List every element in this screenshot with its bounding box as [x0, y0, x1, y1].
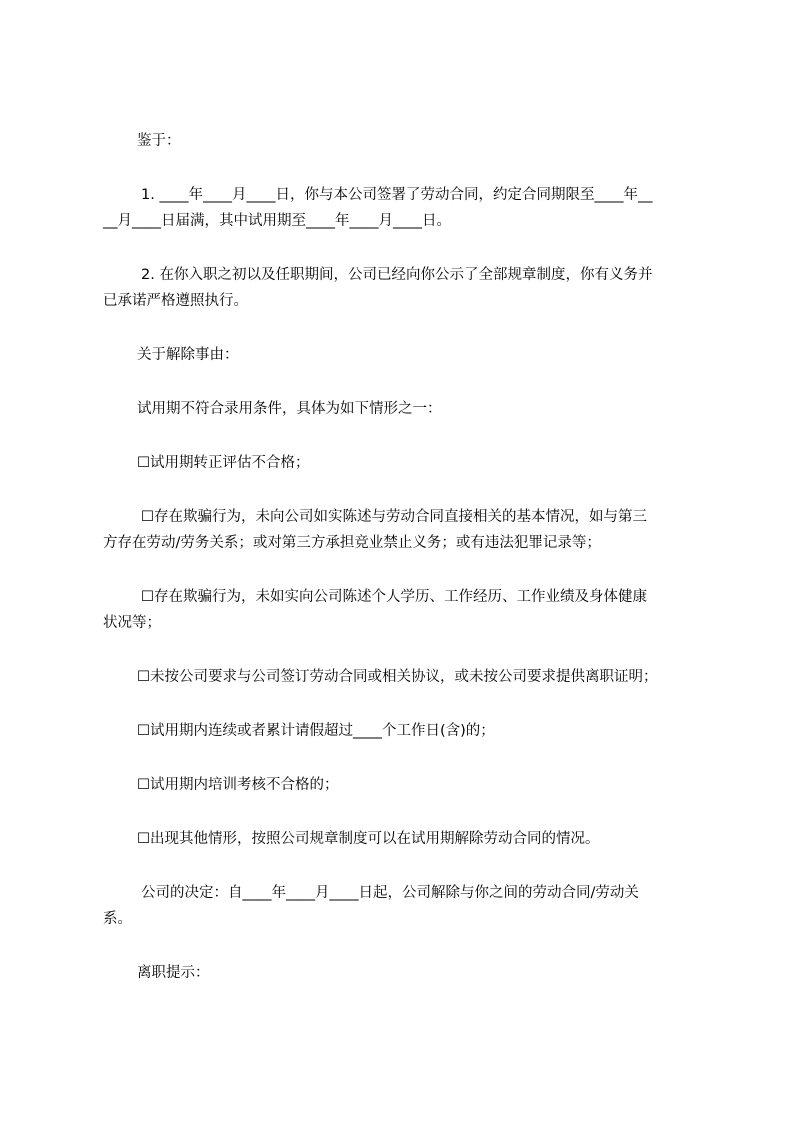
clause-2-line-1: 2. 在你入职之初以及任职期间，公司已经向你公示了全部规章制度，你有义务并: [141, 267, 653, 283]
reasons-heading: 关于解除事由：: [137, 347, 239, 363]
list-item: ☐存在欺骗行为，未向公司如实陈述与劳动合同直接相关的基本情况，如与第三: [141, 509, 647, 525]
clause-1-line-1: 1. ____年____月____日，你与本公司签署了劳动合同，约定合同期限至____年__: [141, 187, 653, 203]
probation-intro: 试用期不符合录用条件，具体为如下情形之一：: [137, 401, 442, 417]
clause-2-line-2: 已承诺严格遵照执行。: [103, 293, 248, 309]
list-item: ☐试用期转正评估不合格；: [137, 455, 310, 471]
list-item-continuation: 方存在劳动/劳务关系；或对第三方承担竞业禁止义务；或有违法犯罪记录等；: [103, 535, 601, 551]
clause-1-line-2: __月____日届满，其中试用期至____年____月____日。: [103, 213, 451, 229]
decision-line-1: 公司的决定：自____年____月____日起，公司解除与你之间的劳动合同/劳动关: [141, 885, 639, 901]
resignation-heading: 离职提示：: [137, 965, 210, 981]
whereas-heading: 鉴于：: [137, 133, 181, 149]
decision-line-2: 系。: [103, 911, 132, 927]
list-item: ☐未按公司要求与公司签订劳动合同或相关协议，或未按公司要求提供离职证明；: [137, 669, 658, 685]
list-item: ☐试用期内培训考核不合格的；: [137, 777, 339, 793]
list-item: ☐存在欺骗行为，未如实向公司陈述个人学历、工作经历、工作业绩及身体健康: [141, 589, 647, 605]
list-item: ☐试用期内连续或者累计请假超过____个工作日(含)的；: [137, 723, 495, 739]
list-item-continuation: 状况等；: [103, 615, 161, 631]
list-item: ☐出现其他情形，按照公司规章制度可以在试用期解除劳动合同的情况。: [137, 831, 600, 847]
